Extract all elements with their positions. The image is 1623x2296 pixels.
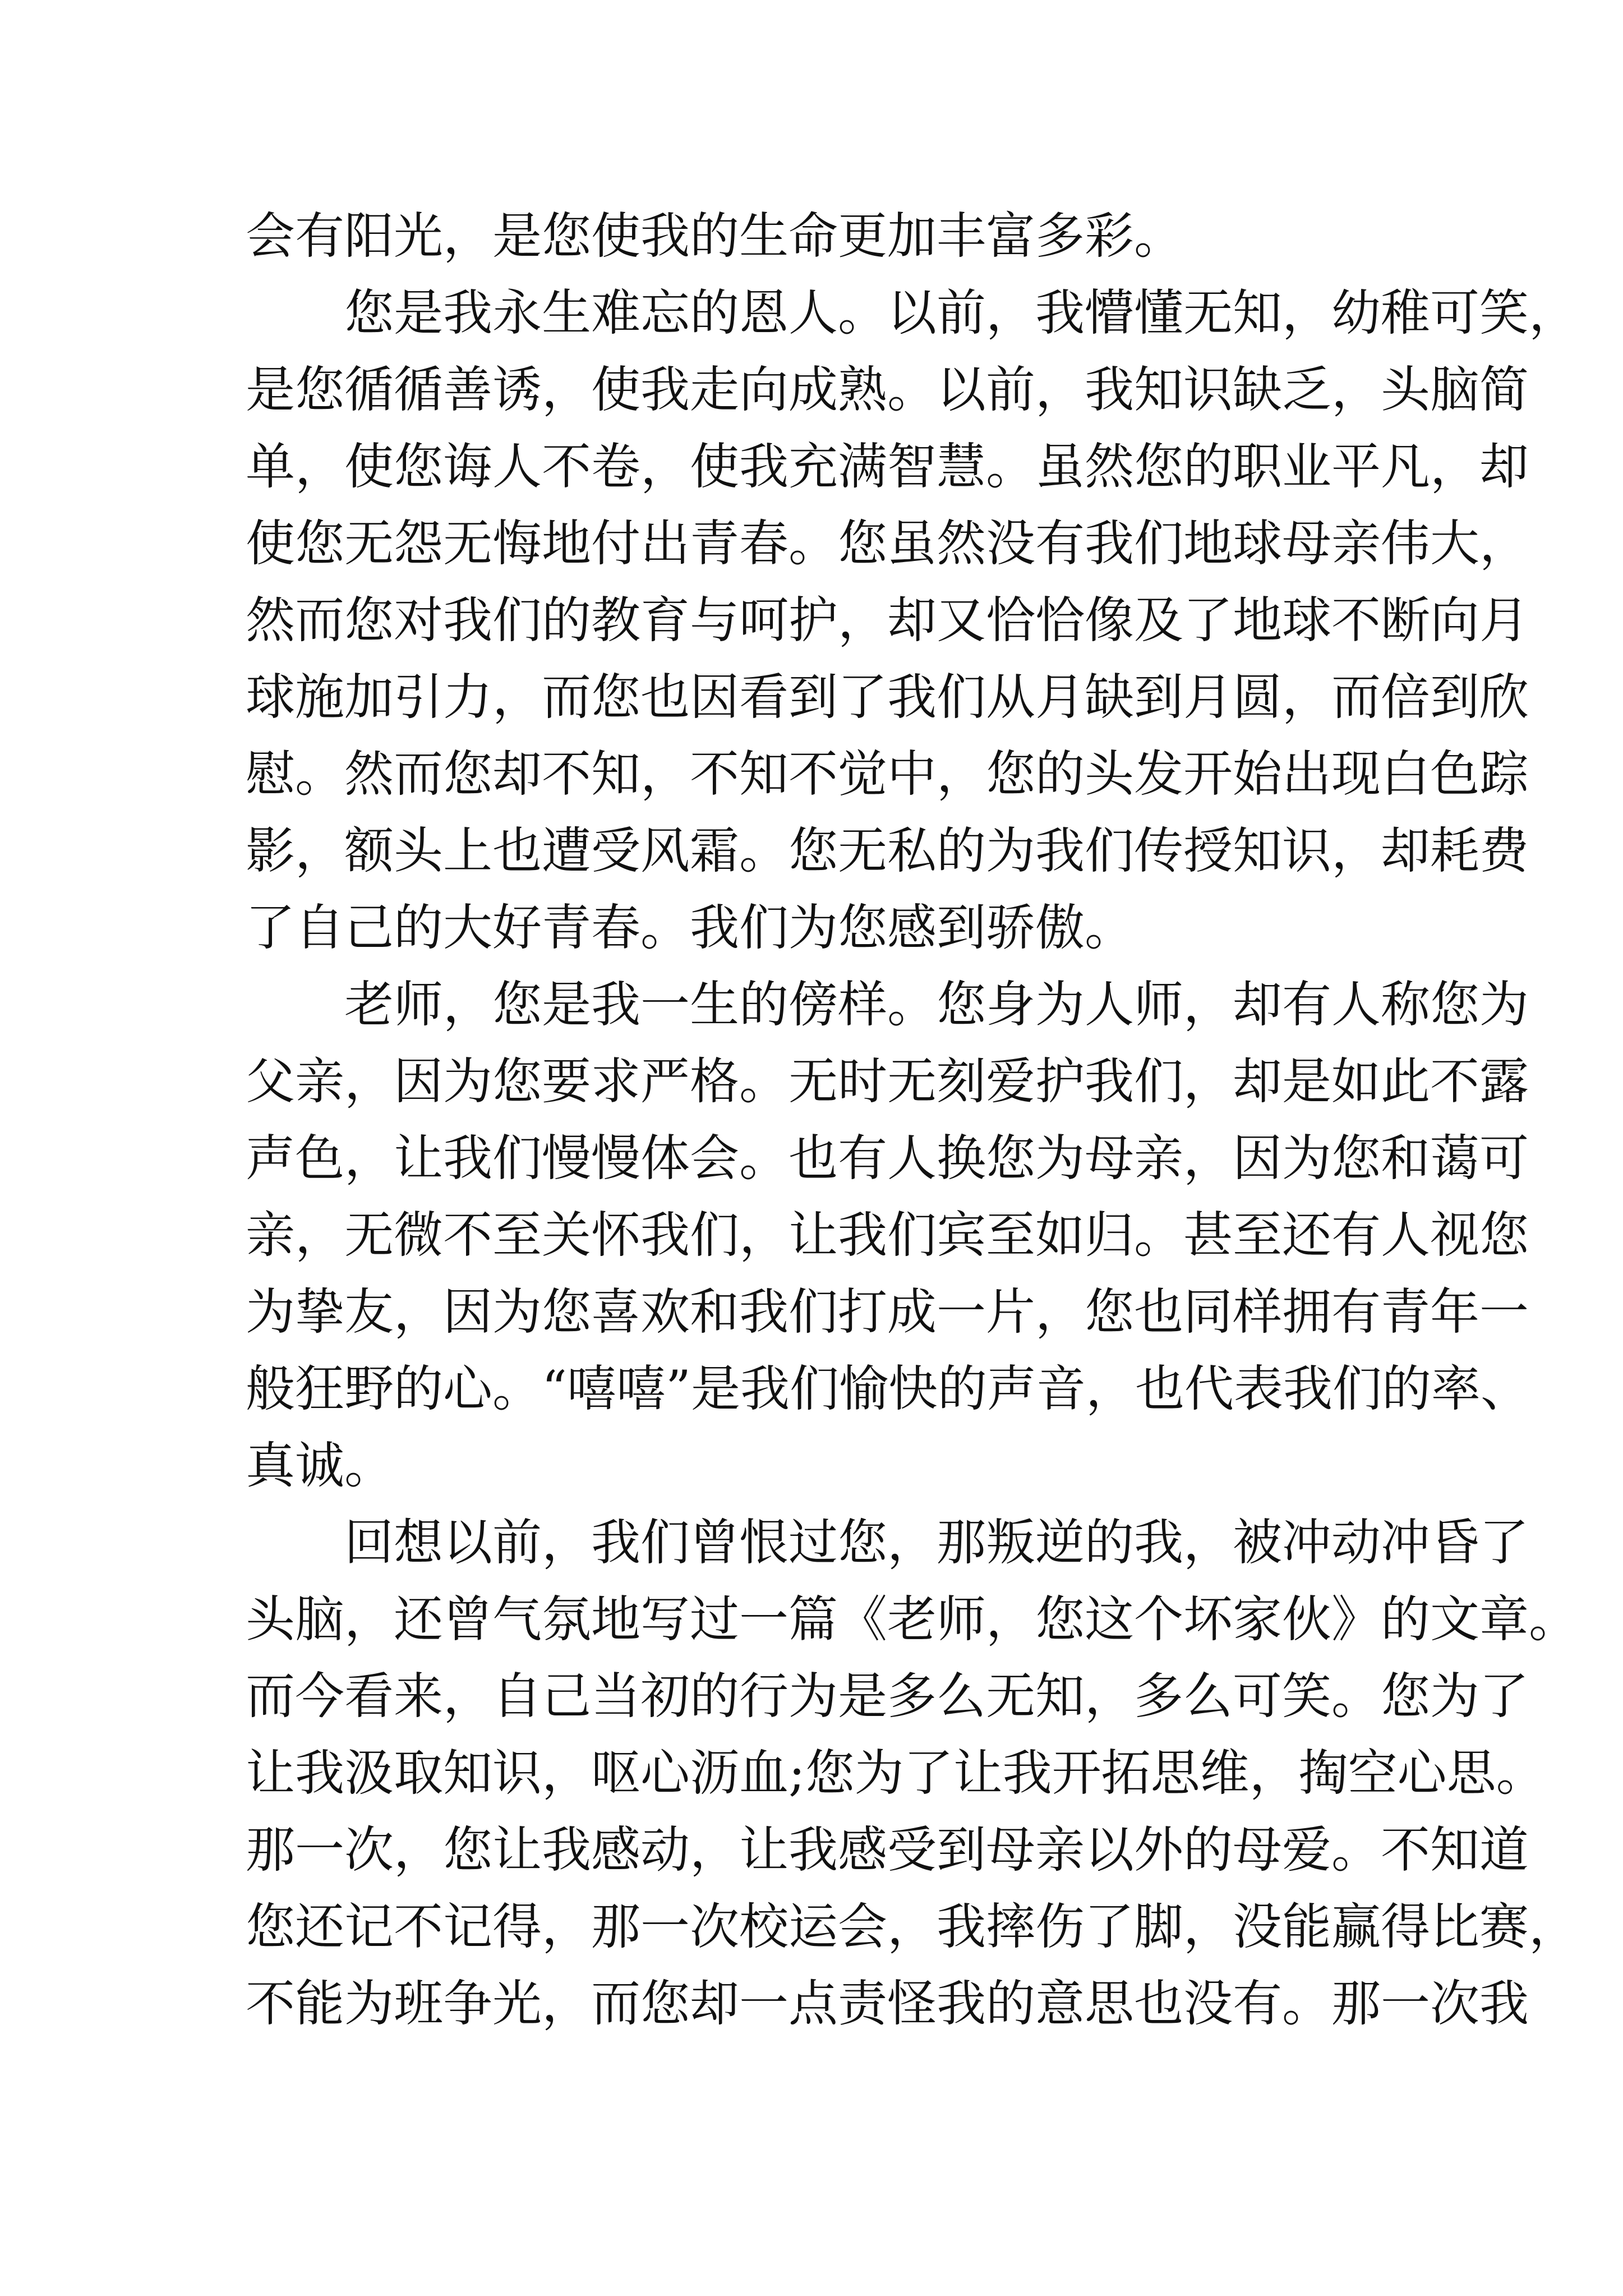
text-line: 父亲，因为您要求严格。无时无刻爱护我们，却是如此不露 [246, 1052, 1529, 1110]
text-line: 声色，让我们慢慢体会。也有人换您为母亲，因为您和蔼可 [246, 1129, 1529, 1187]
text-line: 不能为班争光，而您却一点责怪我的意思也没有。那一次我 [246, 1975, 1529, 2032]
text-line: 影，额头上也遭受风霜。您无私的为我们传授知识，却耗费 [246, 822, 1529, 880]
text-line: 而今看来，自己当初的行为是多么无知，多么可笑。您为了 [246, 1667, 1529, 1725]
text-line: 会有阳光，是您使我的生命更加丰富多彩。 [246, 207, 1184, 265]
text-line: 了自己的大好青春。我们为您感到骄傲。 [246, 899, 1135, 956]
text-line: 球施加引力，而您也因看到了我们从月缺到月圆，而倍到欣 [246, 668, 1529, 726]
paragraph-first-line: 回想以前，我们曾恨过您，那叛逆的我，被冲动冲昏了 [344, 1513, 1529, 1571]
text-line: 单，使您诲人不卷，使我充满智慧。虽然您的职业平凡，却 [246, 438, 1529, 495]
paragraph-first-line: 老师，您是我一生的傍样。您身为人师，却有人称您为 [344, 976, 1529, 1033]
text-line: 般狂野的心。“嘻嘻”是我们愉快的声音，也代表我们的率、 [246, 1360, 1530, 1418]
text-line: 是您循循善诱，使我走向成熟。以前，我知识缺乏，头脑简 [246, 361, 1529, 418]
text-line: 头脑，还曾气氛地写过一篇《老师，您这个坏家伙》的文章。 [246, 1590, 1579, 1648]
text-line: 使您无怨无悔地付出青春。您虽然没有我们地球母亲伟大， [246, 514, 1529, 572]
text-line: 亲，无微不至关怀我们，让我们宾至如归。甚至还有人视您 [246, 1206, 1529, 1264]
paragraph-first-line: 您是我永生难忘的恩人。以前，我懵懂无知，幼稚可笑， [344, 284, 1579, 342]
text-line: 真诚。 [246, 1437, 394, 1494]
body-text [246, 197, 1579, 2042]
text-line: 为挚友，因为您喜欢和我们打成一片，您也同样拥有青年一 [246, 1283, 1529, 1341]
text-line: 那一次，您让我感动，让我感受到母亲以外的母爱。不知道 [246, 1821, 1529, 1879]
text-line: 然而您对我们的教育与呵护，却又恰恰像及了地球不断向月 [246, 591, 1529, 649]
text-line: 您还记不记得，那一次校运会，我摔伤了脚，没能赢得比赛， [246, 1898, 1579, 1955]
text-line: 慰。然而您却不知，不知不觉中，您的头发开始出现白色踪 [246, 745, 1529, 803]
text-line: 让我汲取知识，呕心沥血;您为了让我开拓思维，掏空心思。 [246, 1744, 1546, 1802]
